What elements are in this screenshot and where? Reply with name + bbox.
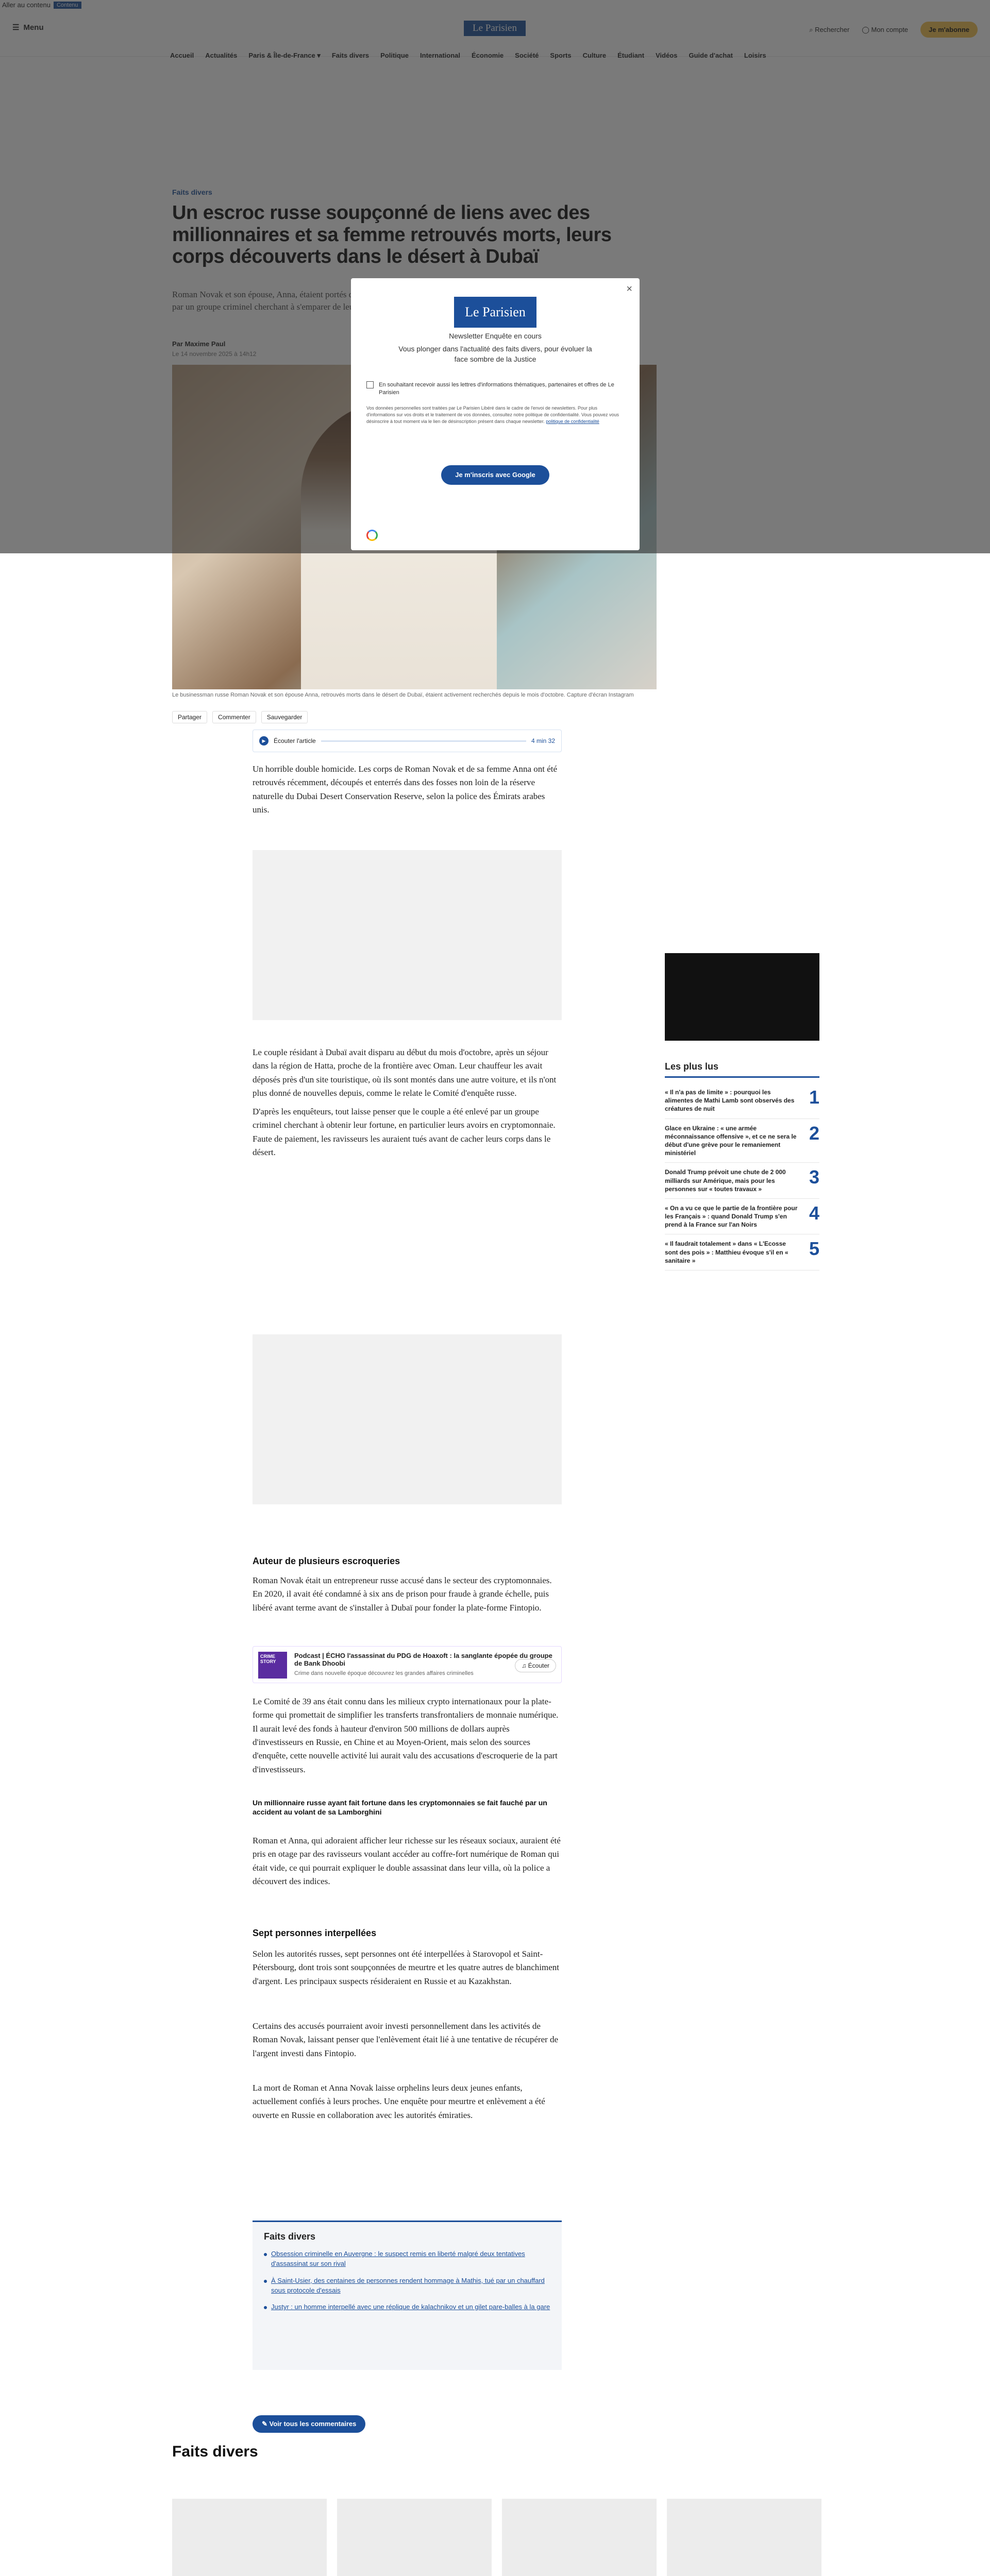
- privacy-link[interactable]: politique de confidentialité: [546, 419, 599, 425]
- most-read-rank: 2: [809, 1122, 819, 1144]
- news-card[interactable]: [172, 2499, 327, 2576]
- related-link[interactable]: Un millionnaire russe ayant fait fortune dans les cryptomonnaies se fait fauché par un accident au volant de sa Lamborghini: [253, 1799, 547, 1817]
- audio-player[interactable]: [253, 730, 562, 752]
- photo-caption: Le businessman russe Roman Novak et son épouse Anna, retrouvés morts dans le désert de Dubaï, étaient activement recherchés depuis le mois d'octobre. Capture d'écran Instagram: [172, 692, 634, 698]
- faits-divers-row-1: [172, 2499, 821, 2576]
- google-signup-button[interactable]: Je m'inscris avec Google: [441, 465, 549, 485]
- faits-divers-section-title[interactable]: Faits divers: [172, 2443, 258, 2460]
- paragraph-6: Roman et Anna, qui adoraient afficher leur richesse sur les réseaux sociaux, auraient été pris en otage par des ravisseurs voulant accéder au coffre-fort numérique de Roman qui était vide, ce qui pourrait expliquer le double assassinat dans leur villa, où la police a découvert des indices.: [253, 1836, 561, 1887]
- podcast-cover: CRIME STORY: [258, 1652, 287, 1679]
- paragraph-5: Le Comité de 39 ans était connu dans les milieux crypto internationaux pour la plate-forme qui promettait de simplifier les transferts transfrontaliers de monnaie numérique. Il aurait levé des fonds à hauteur d'environ 500 millions de dollars auprès d'investisseurs en Russie, en Chine et au Moyen-Orient, mais selon des sources d'enquête, cette nouvelle activité lui aurait valu des accusations d'escroquerie de la part d'investisseurs.: [253, 1697, 559, 1774]
- most-read-rank: 3: [809, 1166, 819, 1188]
- most-read-text: « Il n'a pas de limite » : pourquoi les alimentes de Mathi Lamb sont observés des créatures de nuit: [665, 1089, 795, 1113]
- news-card[interactable]: [667, 2499, 821, 2576]
- most-read-text: Glace en Ukraine : « une armée méconnaissance offensive », et ce ne sera le début d'une grève pour le remaniement ministériel: [665, 1124, 797, 1157]
- most-read-item[interactable]: [665, 1083, 819, 1119]
- most-read-item[interactable]: [665, 1234, 819, 1270]
- view-comments-button[interactable]: [253, 2415, 365, 2433]
- paragraph-2: Le couple résidant à Dubaï avait disparu au début du mois d'octobre, après un séjour dans la région de Hatta, proche de la frontière avec Oman. Leur chauffeur les avait déposés près d'un site touristique, où ils sont montés dans une autre voiture, et ils n'ont plus donné de nouvelles depuis, comme le relate le Comité d'enquête russe.: [253, 1047, 557, 1098]
- newsletter-modal: [351, 278, 640, 550]
- related-faits-divers: [253, 2221, 562, 2370]
- podcast-title: Podcast | ÉCHO l'assassinat du PDG de Hoaxoft : la sanglante épopée du groupe de Bank Dhoobi: [294, 1652, 552, 1667]
- news-card-image: [172, 2499, 327, 2576]
- most-read-rank: 4: [809, 1202, 819, 1224]
- news-card[interactable]: [502, 2499, 657, 2576]
- most-read-text: Donald Trump prévoit une chute de 2 000 milliards sur Amérique, mais pour les personnes sur « toutes travaux »: [665, 1168, 786, 1193]
- news-card-image: [667, 2499, 821, 2576]
- subheading-escroqueries: Auteur de plusieurs escroqueries: [253, 1556, 400, 1566]
- most-read-rank: 1: [809, 1087, 819, 1108]
- news-card-image: [337, 2499, 492, 2576]
- related-item[interactable]: Justyr : un homme interpellé avec une réplique de kalachnikov et un gilet pare-balles à la gare: [264, 2302, 550, 2312]
- audio-progress[interactable]: [321, 740, 526, 742]
- modal-title: Newsletter Enquête en cours: [449, 332, 542, 340]
- paragraph-3: D'après les enquêteurs, tout laisse penser que le couple a été enlevé par un groupe criminel cherchant à obtenir leur fortune, en particulier leurs avoirs en cryptomonnaie. Faute de paiement, les ravisseurs les auraient tués avant de cacher leurs corps dans le désert.: [253, 1107, 556, 1158]
- most-read-text: « On a vu ce que le partie de la frontière pour les Français » : quand Donald Trump s'en prend à la France sur l'an Noirs: [665, 1204, 798, 1229]
- most-read-item[interactable]: [665, 1199, 819, 1235]
- sidebar-ad: [665, 953, 819, 1041]
- modal-legal-body: Vos données personnelles sont traitées par Le Parisien Libéré dans le cadre de l'envoi de newsletters. Pour plus d'informations sur vos droits et le traitement de vos données, consultez notre politique de confidentialité. Vous pouvez vous désinscrire à tout moment via le lien de désinscription présent dans chaque newsletter.: [366, 405, 619, 425]
- modal-description: Vous plonger dans l'actualité des faits divers, pour évoluer la face sombre de la Justice: [398, 345, 592, 363]
- comment-icon: ✎: [262, 2420, 267, 2428]
- ad-slot-1: [253, 850, 562, 1020]
- news-card[interactable]: [337, 2499, 492, 2576]
- share-bar: [172, 711, 308, 723]
- paragraph-7: Selon les autorités russes, sept personnes ont été interpellées à Starovopol et Saint-Pétersbourg, dont trois sont soupçonnées de meurtre et les quatre autres de blanchiment d'argent. Les principaux suspects résideraient en Russie et au Kazakhstan.: [253, 1949, 559, 1986]
- subheading-interpellees: Sept personnes interpellées: [253, 1928, 377, 1938]
- related-item[interactable]: À Saint-Usier, des centaines de personnes rendent hommage à Mathis, tué par un chauffard sous protocole d'essais: [264, 2276, 550, 2296]
- most-read: [665, 1061, 819, 1270]
- headphones-icon: ♫: [522, 1662, 527, 1669]
- paragraph-9: La mort de Roman et Anna Novak laisse orphelins leurs deux jeunes enfants, actuellement confiés à leurs proches. Une enquête pour meurtre et enlèvement a été ouverte en Russie en collaboration avec les autorités émiraties.: [253, 2083, 545, 2120]
- most-read-item[interactable]: [665, 1163, 819, 1199]
- comment-button[interactable]: Commenter: [212, 711, 256, 723]
- most-read-text: « Il faudrait totalement » dans « L'Ecosse sont des pois » : Matthieu évoque s'il en « sanitaire »: [665, 1240, 788, 1264]
- audio-duration: 4 min 32: [531, 737, 555, 744]
- podcast-subtitle: Crime dans nouvelle époque découvrez les grandes affaires criminelles: [294, 1670, 474, 1676]
- news-card-image: [502, 2499, 657, 2576]
- podcast-listen-button[interactable]: [515, 1659, 556, 1672]
- podcast-card[interactable]: [253, 1646, 562, 1683]
- related-item[interactable]: Obsession criminelle en Auvergne : le suspect remis en liberté malgré deux tentatives d'assassinat sur son rival: [264, 2249, 550, 2269]
- modal-legal-text: [366, 405, 624, 425]
- share-button[interactable]: Partager: [172, 711, 207, 723]
- partners-checkbox-row[interactable]: [366, 381, 624, 397]
- modal-logo: Le Parisien: [454, 297, 536, 328]
- partners-checkbox[interactable]: [366, 381, 374, 388]
- partners-checkbox-label: En souhaitant recevoir aussi les lettres d'informations thématiques, partenaires et offres de Le Parisien: [379, 382, 614, 396]
- save-button[interactable]: Sauvegarder: [261, 711, 308, 723]
- most-read-rank: 5: [809, 1238, 819, 1260]
- most-read-title: Les plus lus: [665, 1061, 819, 1078]
- paragraph-4: Roman Novak était un entrepreneur russe accusé dans le secteur des cryptomonnaies. En 2020, il avait été condamné à six ans de prison pour fraude à grande échelle, puis libéré avant terme avant de s'installer à Dubaï pour fonder la plate-forme Fintopio.: [253, 1575, 552, 1613]
- podcast-listen-label: Écouter: [528, 1662, 549, 1669]
- play-icon[interactable]: ▶: [259, 736, 269, 745]
- view-comments-label: Voir tous les commentaires: [269, 2420, 357, 2428]
- paragraph-1: Un horrible double homicide. Les corps de Roman Novak et de sa femme Anna ont été retrouvés récemment, découpés et enterrés dans des fosses non loin de la réserve naturelle du Dubai Desert Conservation Reserve, selon la police des Émirats arabes unis.: [253, 764, 558, 815]
- google-icon: [366, 530, 378, 541]
- ad-slot-2: [253, 1334, 562, 1504]
- paragraph-8: Certains des accusés pourraient avoir investi personnellement dans les activités de Roman Novak, laissant penser que l'enlèvement était lié à une tentative de récupérer de l'argent investi dans Fintopio.: [253, 2021, 559, 2058]
- close-icon[interactable]: ×: [626, 283, 632, 295]
- most-read-item[interactable]: [665, 1119, 819, 1163]
- audio-label: Écouter l'article: [274, 737, 316, 744]
- related-title: Faits divers: [264, 2231, 316, 2242]
